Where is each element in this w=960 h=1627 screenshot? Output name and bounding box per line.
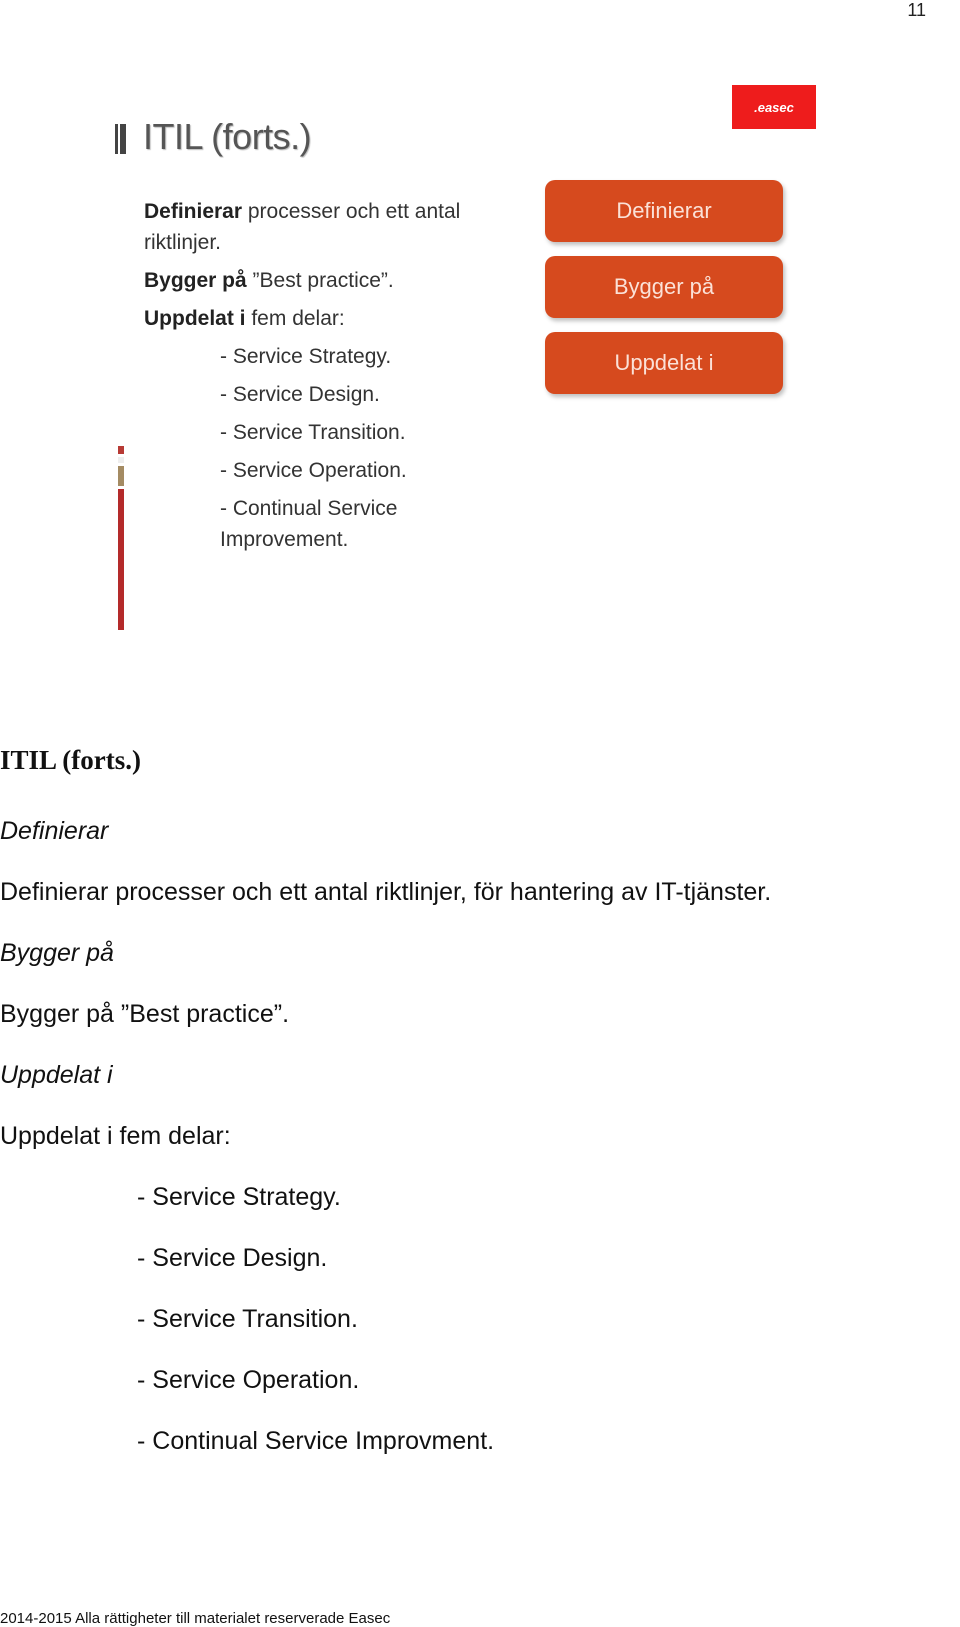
list-item: - Service Strategy. — [137, 1183, 341, 1211]
list-item: - Service Operation. — [137, 1366, 360, 1394]
definierar-button: Definierar — [545, 180, 783, 242]
section-heading: Uppdelat i — [0, 1061, 113, 1089]
slide-sub-item: - Service Design. — [220, 383, 380, 406]
uppdelat-i-button: Uppdelat i — [545, 332, 783, 394]
slide-title: ITIL (forts.) — [143, 116, 312, 157]
section-text: Definierar processer och ett antal riktlinjer, för hantering av IT-tjänster. — [0, 878, 772, 906]
vertical-decoration-bar — [118, 446, 124, 630]
slide-sub-item: - Service Transition. — [220, 421, 406, 444]
section-heading: Bygger på — [0, 939, 114, 967]
page-footer: 2014-2015 Alla rättigheter till materialet reserverade Easec — [0, 1610, 391, 1627]
document-title: ITIL (forts.) — [0, 745, 141, 775]
easec-logo: .easec — [732, 85, 816, 129]
slide-line-definierar: Definierar processer och ett antal riktlinjer. — [144, 200, 461, 254]
list-item: - Service Design. — [137, 1244, 328, 1272]
slide-line-uppdelat: Uppdelat i fem delar: — [144, 307, 345, 330]
slide-sub-item: - Service Strategy. — [220, 345, 392, 368]
section-text: Uppdelat i fem delar: — [0, 1122, 231, 1150]
section-text: Bygger på ”Best practice”. — [0, 1000, 290, 1028]
slide-sub-item: - Continual Service Improvement. — [220, 497, 398, 551]
slide-image — [0, 0, 960, 600]
slide-sub-item: - Service Operation. — [220, 459, 407, 482]
list-item: - Service Transition. — [137, 1305, 358, 1333]
list-item: - Continual Service Improvment. — [137, 1427, 495, 1455]
section-heading: Definierar — [0, 817, 109, 845]
slide-text — [144, 196, 464, 555]
slide-sub-list — [220, 341, 464, 555]
page-number: 11 — [907, 0, 926, 20]
slide-line-bygger: Bygger på ”Best practice”. — [144, 269, 394, 292]
bygger-pa-button: Bygger på — [545, 256, 783, 318]
title-bars-decoration — [115, 124, 127, 154]
